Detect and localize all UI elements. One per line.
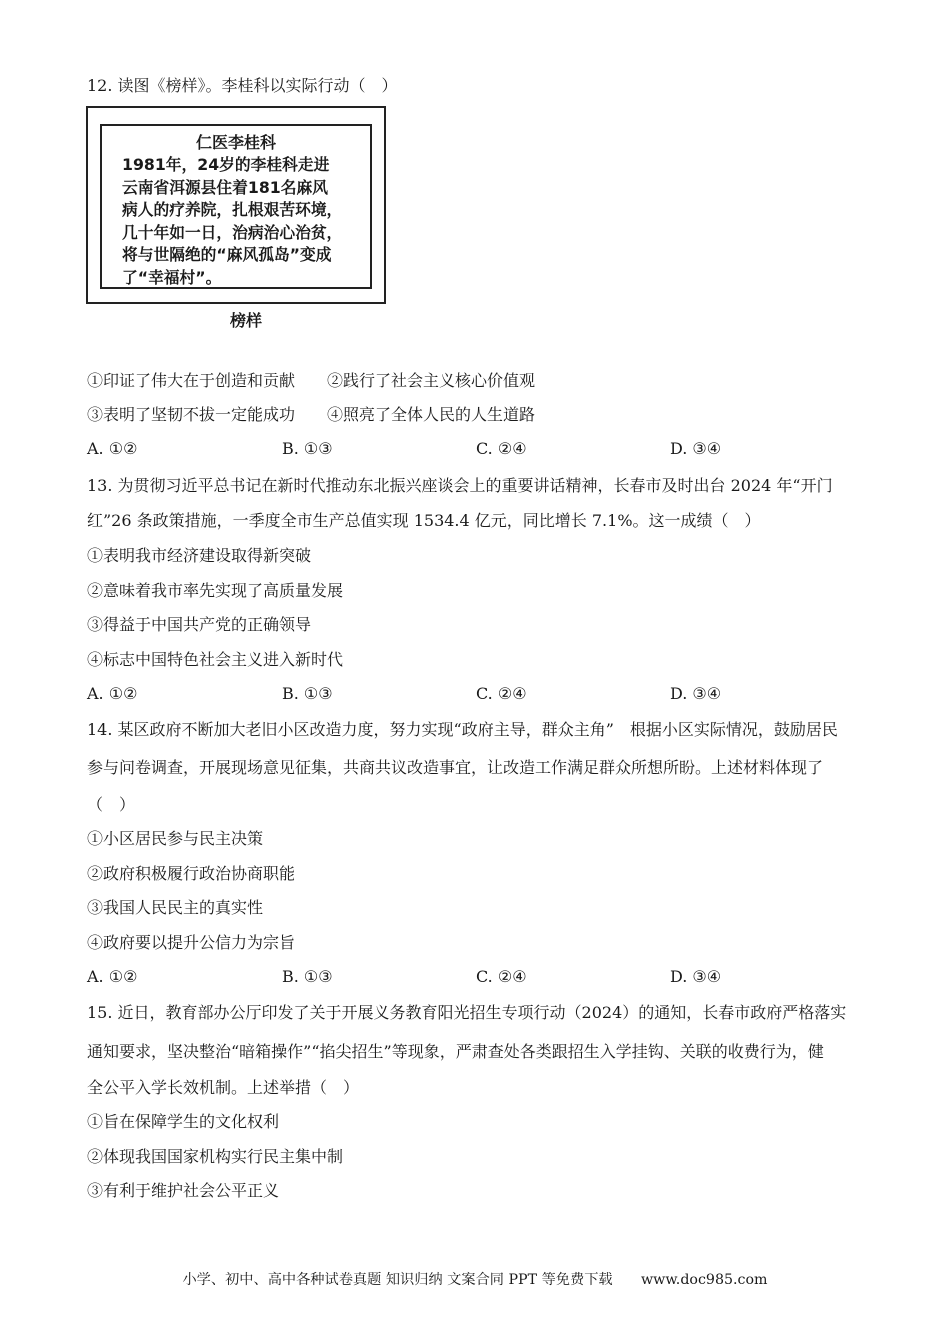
option-a[interactable]: A. ①② [87, 967, 138, 986]
poster-line: 云南省洱源县住着181名麻风 [122, 177, 328, 197]
q12-options [87, 439, 867, 459]
q13-options [87, 684, 867, 704]
q14-stem: 参与问卷调查，开展现场意见征集，共商共议改造事宜，让改造工作满足群众所想所盼。上述材料体现了 [87, 758, 824, 777]
q14-options [87, 967, 867, 987]
option-b[interactable]: B. ①③ [282, 439, 333, 458]
option-a[interactable]: A. ①② [87, 684, 138, 703]
option-d[interactable]: D. ③④ [670, 967, 722, 986]
q12-stem: 12. 读图《榜样》。李桂科以实际行动（ ） [87, 76, 398, 95]
option-d[interactable]: D. ③④ [670, 439, 722, 458]
q13-item: ②意味着我市率先实现了高质量发展 [87, 581, 344, 600]
q13-item: ③得益于中国共产党的正确领导 [87, 615, 312, 634]
q15-stem: 全公平入学长效机制。上述举措（ ） [87, 1078, 360, 1097]
q13-item: ④标志中国特色社会主义进入新时代 [87, 650, 344, 669]
q14-stem: 14. 某区政府不断加大老旧小区改造力度，努力实现“政府主导，群众主角” 根据小区实际情况，鼓励居民 [87, 720, 838, 739]
poster-line: 1981年，24岁的李桂科走进 [122, 155, 330, 174]
q13-stem: 红”26 条政策措施，一季度全市生产总值实现 1534.4 亿元，同比增长 7.1%。这一成绩（ ） [87, 511, 761, 530]
q15-item: ①旨在保障学生的文化权利 [87, 1112, 280, 1131]
q15-item: ②体现我国国家机构实行民主集中制 [87, 1147, 344, 1166]
option-c[interactable]: C. ②④ [476, 967, 527, 986]
q12-items-line: ①印证了伟大在于创造和贡献 ②践行了社会主义核心价值观 [87, 371, 536, 390]
option-b[interactable]: B. ①③ [282, 684, 333, 703]
option-c[interactable]: C. ②④ [476, 439, 527, 458]
q15-stem: 15. 近日，教育部办公厅印发了关于开展义务教育阳光招生专项行动（2024）的通知，长春市政府严格落实 [87, 1003, 847, 1022]
poster-line: 几十年如一日，治病治心治贫， [122, 222, 343, 242]
option-b[interactable]: B. ①③ [282, 967, 333, 986]
poster-inner-frame [100, 124, 372, 289]
q12-items-line: ③表明了坚韧不拔一定能成功 ④照亮了全体人民的人生道路 [87, 405, 536, 424]
q15-stem: 通知要求，坚决整治“暗箱操作”“掐尖招生”等现象，严肃查处各类跟招生入学挂钩、关联的收费行为，健 [87, 1042, 824, 1061]
poster-line: 将与世隔绝的“麻风孤岛”变成 [122, 245, 332, 264]
q14-item: ④政府要以提升公信力为宗旨 [87, 933, 296, 952]
q14-item: ③我国人民民主的真实性 [87, 898, 264, 917]
page-footer: 小学、初中、高中各种试卷真题 知识归纳 文案合同 PPT 等免费下载 www.doc985.com [182, 1272, 768, 1288]
option-d[interactable]: D. ③④ [670, 684, 722, 703]
q14-item: ①小区居民参与民主决策 [87, 829, 264, 848]
option-c[interactable]: C. ②④ [476, 684, 527, 703]
option-a[interactable]: A. ①② [87, 439, 138, 458]
poster-title: 仁医李桂科 [195, 133, 276, 152]
q14-stem: （ ） [87, 795, 136, 814]
q15-item: ③有利于维护社会公平正义 [87, 1181, 280, 1200]
q14-item: ②政府积极履行政治协商职能 [87, 864, 296, 883]
poster-line: 病人的疗养院，扎根艰苦环境， [122, 200, 343, 219]
q13-item: ①表明我市经济建设取得新突破 [87, 546, 312, 565]
poster-line: 了“幸福村”。 [122, 267, 222, 287]
q13-stem: 13. 为贯彻习近平总书记在新时代推动东北振兴座谈会上的重要讲话精神，长春市及时出台 2024 年“开门 [87, 476, 833, 495]
poster-caption: 榜样 [229, 311, 262, 330]
